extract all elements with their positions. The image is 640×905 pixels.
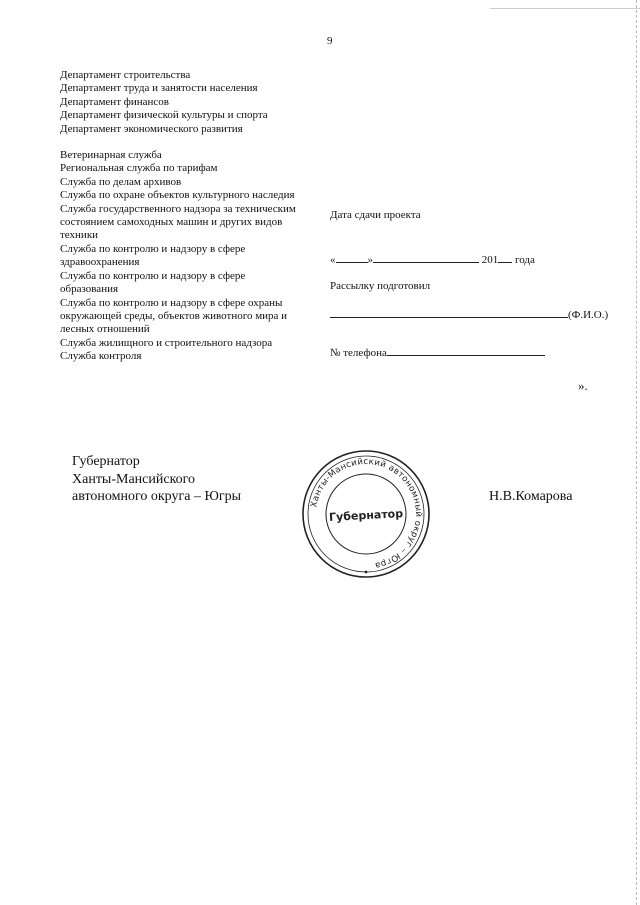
submission-date-label: Дата сдачи проекта [330, 209, 421, 221]
department-item: Департамент экономического развития [60, 122, 243, 135]
phone-field [330, 347, 545, 359]
seal-ring-text: Ханты-Мансийский автономный округ – Югра [309, 456, 424, 571]
service-item: Служба по контролю и надзору в сфере образования [60, 269, 246, 296]
closing-mark: ». [578, 378, 588, 393]
fio-field [330, 309, 608, 321]
department-item: Департамент труда и занятости населения [60, 82, 258, 95]
signatory-title-line: Губернатор [72, 454, 140, 469]
official-seal-icon [300, 448, 432, 580]
signatory-name: Н.В.Комарова [489, 489, 573, 504]
service-item: Служба по делам архивов [60, 175, 182, 188]
date-close-quote: » [367, 254, 373, 266]
fio-label: (Ф.И.О.) [568, 309, 609, 321]
distribution-list [60, 69, 330, 364]
signatory-title-line: Ханты-Мансийского [72, 471, 196, 487]
service-item: Служба по контролю и надзору в сфере охраны окружающей среды, объектов животного мира и лесных отношений [60, 296, 288, 336]
page-number: 9 [327, 35, 333, 47]
service-item: Ветеринарная служба [60, 149, 162, 162]
service-item: Служба государственного надзора за техническим состоянием самоходных машин и других видов техники [60, 202, 296, 242]
scan-edge-right [636, 0, 637, 905]
prepared-by-label: Рассылку подготовил [330, 280, 431, 292]
seal-center-text: Губернатор [328, 507, 404, 524]
service-item: Служба контроля [60, 350, 142, 363]
service-item: Региональная служба по тарифам [60, 162, 218, 175]
phone-label: № телефона [330, 347, 387, 359]
service-item: Служба жилищного и строительного надзора [60, 336, 273, 349]
department-item: Департамент физической культуры и спорта [60, 109, 268, 122]
department-item: Департамент строительства [60, 69, 191, 81]
department-item: Департамент финансов [60, 95, 170, 108]
scan-edge-top [490, 8, 640, 9]
date-open-quote: « [330, 254, 336, 266]
signatory-title-line: автономного округа – Югры [72, 489, 241, 504]
service-item: Служба по охране объектов культурного наследия [60, 189, 295, 202]
date-year: 201 [481, 254, 499, 266]
date-year-suffix: года [515, 254, 535, 266]
service-item: Служба по контролю и надзору в сфере здравоохранения [60, 242, 246, 269]
submission-date-field [330, 254, 535, 266]
signatory-title [72, 453, 241, 506]
